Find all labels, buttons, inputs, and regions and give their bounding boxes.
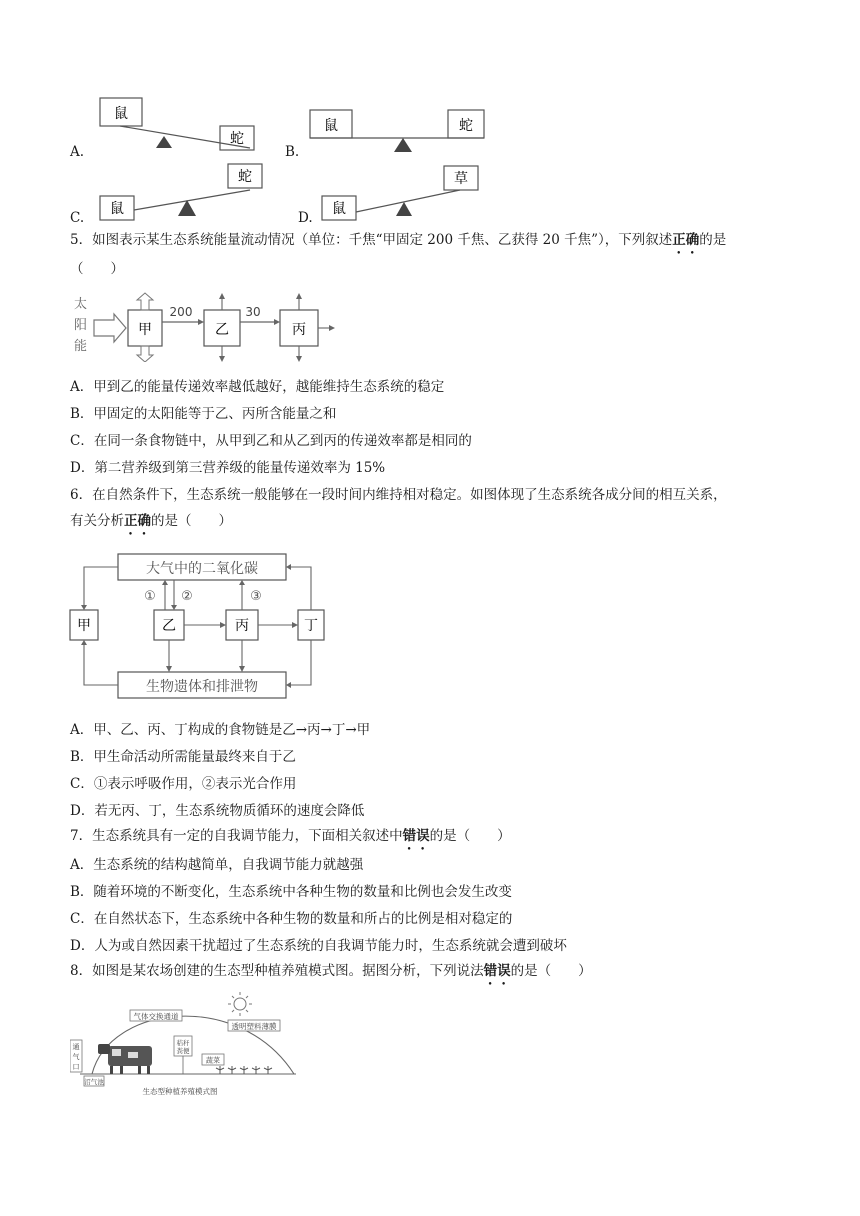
q8-vent-char-1: 通 <box>72 1043 80 1051</box>
q8-stem: 8．如图是某农场创建的生态型种植养殖模式图。据图分析，下列说法错误的是（ ） <box>70 963 592 979</box>
q5-option-b: B．甲固定的太阳能等于乙、丙所含能量之和 <box>70 406 337 422</box>
q4-a-right-label: 蛇 <box>230 131 244 147</box>
q5-option-d: D．第二营养级到第三营养级的能量传递效率为 15% <box>70 460 386 476</box>
q6-option-a: A．甲、乙、丙、丁构成的食物链是乙→丙→丁→甲 <box>70 722 371 738</box>
q4-d-left-label: 鼠 <box>332 201 346 217</box>
q8-vent-char-2: 气 <box>72 1053 80 1061</box>
q4-option-c-letter: C. <box>70 210 85 226</box>
q6-option-d: D．若无丙、丁，生态系统物质循环的速度会降低 <box>70 803 365 819</box>
q6-marker-1: ① <box>144 589 156 604</box>
q7-option-d: D．人为或自然因素干扰超过了生态系统的自我调节能力时，生态系统就会遭到破坏 <box>70 938 567 954</box>
q4-option-c-figure <box>100 164 262 220</box>
q4-option-b-letter: B. <box>285 144 300 160</box>
q5-sun-char-3: 能 <box>74 339 88 354</box>
q8-label-vegetable: 蔬菜 <box>206 1056 220 1065</box>
q4-c-left-label: 鼠 <box>110 201 124 217</box>
q5-box-yi: 乙 <box>215 322 229 338</box>
q8-manure-line-2: 粪便 <box>176 1047 190 1055</box>
q6-marker-3: ③ <box>250 589 262 604</box>
q8-label-film: 透明塑料薄膜 <box>231 1022 277 1031</box>
q6-stem-line-2: 有关分析正确的是（ ） <box>70 513 232 529</box>
q5-value-30: 30 <box>245 305 261 319</box>
q8-label-digester: 沼气池 <box>84 1078 104 1086</box>
q6-marker-2: ② <box>181 589 193 604</box>
q6-box-atmosphere-co2: 大气中的二氧化碳 <box>146 561 258 577</box>
q5-option-c: C．在同一条食物链中，从甲到乙和从乙到丙的传递效率都是相同的 <box>70 433 472 449</box>
q4-a-left-label: 鼠 <box>114 106 128 122</box>
q5-sun-char-2: 阳 <box>74 318 88 333</box>
q8-label-gas-exchange: 气体交换通道 <box>133 1012 179 1021</box>
q4-d-right-label: 草 <box>454 171 468 187</box>
q4-options-figure <box>60 90 520 230</box>
q6-option-b: B．甲生命活动所需能量最终来自于乙 <box>70 749 296 765</box>
q6-option-c: C．①表示呼吸作用，②表示光合作用 <box>70 776 297 792</box>
q5-sun-char-1: 太 <box>74 297 88 312</box>
q7-option-b: B．随着环境的不断变化，生态系统中各种生物的数量和比例也会发生改变 <box>70 884 512 900</box>
q6-box-ding: 丁 <box>304 618 318 634</box>
q4-b-right-label: 蛇 <box>459 118 473 134</box>
q4-option-b-figure <box>310 110 484 152</box>
q7-option-a: A．生态系统的结构越简单，自我调节能力就越强 <box>70 857 364 873</box>
q7-stem: 7．生态系统具有一定的自我调节能力，下面相关叙述中错误的是（ ） <box>70 828 511 844</box>
q4-option-a-letter: A. <box>70 144 85 160</box>
q4-option-d-letter: D. <box>298 210 313 226</box>
q8-diagram-caption: 生态型种植养殖模式图 <box>142 1087 218 1096</box>
q4-c-right-label: 蛇 <box>238 169 252 185</box>
q5-paren: （ ） <box>70 261 124 277</box>
q4-option-a-figure <box>100 98 254 150</box>
q6-carbon-cycle-diagram <box>66 548 326 704</box>
q5-box-jia: 甲 <box>138 322 152 338</box>
cow-icon <box>98 1044 152 1074</box>
q8-farm-model-diagram <box>70 990 310 1098</box>
q5-option-a: A．甲到乙的能量传递效率越低越好，越能维持生态系统的稳定 <box>70 379 445 395</box>
q4-b-left-label: 鼠 <box>324 118 338 134</box>
q6-stem-line-1: 6．在自然条件下，生态系统一般能够在一段时间内维持相对稳定。如图体现了生态系统各成分间的相互关系， <box>70 487 727 503</box>
q5-value-200: 200 <box>169 305 193 319</box>
q8-vent-char-3: 口 <box>72 1063 80 1071</box>
q6-box-jia: 甲 <box>77 618 91 634</box>
q6-box-bing: 丙 <box>235 618 249 634</box>
q7-option-c: C．在自然状态下，生态系统中各种生物的数量和所占的比例是相对稳定的 <box>70 911 513 927</box>
q5-energy-flow-diagram <box>68 292 338 362</box>
q4-option-d-figure <box>322 166 478 220</box>
q5-box-bing: 丙 <box>292 322 306 338</box>
vegetable-plants-icon <box>216 1066 272 1074</box>
q5-stem: 5．如图表示某生态系统能量流动情况（单位：千焦“甲固定 200 千焦、乙获得 20 千焦”），下列叙述正确的是 <box>70 232 727 248</box>
q8-manure-line-1: 秸秆 <box>176 1039 190 1047</box>
q6-box-yi: 乙 <box>162 618 176 634</box>
sun-icon <box>228 992 252 1016</box>
q6-box-remains-excreta: 生物遗体和排泄物 <box>146 679 258 695</box>
